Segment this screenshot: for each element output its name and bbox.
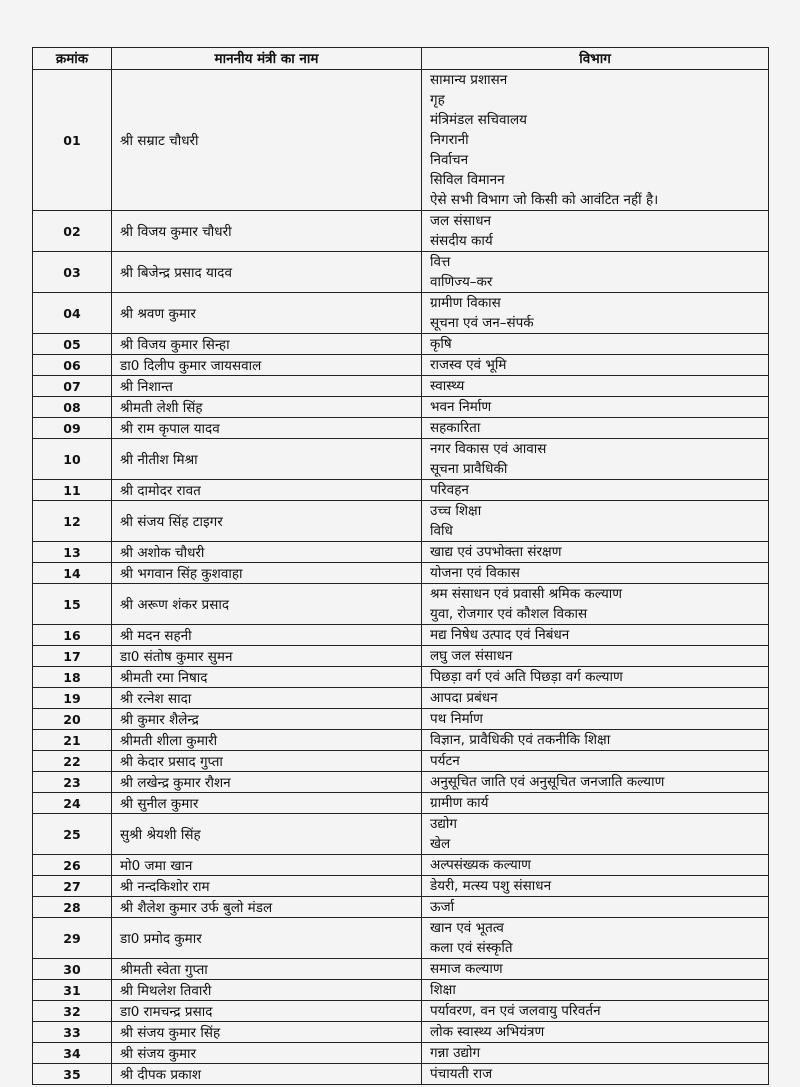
header-serial-number: क्रमांक xyxy=(33,48,112,70)
department-cell xyxy=(422,1022,769,1043)
department-line: पर्यावरण, वन एवं जलवायु परिवर्तन xyxy=(430,1003,601,1019)
department-line: राजस्व एवं भूमि xyxy=(430,357,507,373)
table-row xyxy=(33,646,769,667)
serial-number-cell: 24 xyxy=(33,793,112,814)
minister-name-cell: श्री रत्नेश सादा xyxy=(112,688,422,709)
department-line: विज्ञान, प्रावैधिकी एवं तकनीकि शिक्षा xyxy=(430,732,611,748)
department-line: खाद्य एवं उपभोक्ता संरक्षण xyxy=(430,544,562,560)
department-cell xyxy=(422,376,769,397)
department-cell xyxy=(422,730,769,751)
table-row xyxy=(33,751,769,772)
department-cell xyxy=(422,814,769,855)
department-line: विधि xyxy=(430,523,453,539)
table-row xyxy=(33,355,769,376)
table-row xyxy=(33,293,769,334)
table-row xyxy=(33,897,769,918)
department-cell xyxy=(422,625,769,646)
minister-name-cell: श्री मिथलेश तिवारी xyxy=(112,980,422,1001)
minister-name-cell: श्री नीतीश मिश्रा xyxy=(112,439,422,480)
department-cell xyxy=(422,646,769,667)
serial-number-cell: 21 xyxy=(33,730,112,751)
table-row xyxy=(33,1001,769,1022)
minister-name-cell: श्री भगवान सिंह कुशवाहा xyxy=(112,563,422,584)
department-cell xyxy=(422,211,769,252)
department-line: सूचना एवं जन–संपर्क xyxy=(430,315,534,331)
department-line: वित्त xyxy=(430,254,451,270)
minister-name-cell: सुश्री श्रेयशी सिंह xyxy=(112,814,422,855)
department-cell xyxy=(422,918,769,959)
department-line: स्वास्थ्य xyxy=(430,378,465,394)
minister-name-cell: श्रीमती शीला कुमारी xyxy=(112,730,422,751)
serial-number-cell: 20 xyxy=(33,709,112,730)
department-cell xyxy=(422,480,769,501)
department-line: पथ निर्माण xyxy=(430,711,483,727)
department-line: कला एवं संस्कृति xyxy=(430,940,513,956)
minister-name-cell: श्री शैलेश कुमार उर्फ बुलो मंडल xyxy=(112,897,422,918)
table-row xyxy=(33,688,769,709)
department-line: मंत्रिमंडल सचिवालय xyxy=(430,112,527,128)
table-row xyxy=(33,397,769,418)
table-row xyxy=(33,542,769,563)
table-row xyxy=(33,876,769,897)
serial-number-cell: 34 xyxy=(33,1043,112,1064)
department-cell xyxy=(422,751,769,772)
table-row xyxy=(33,501,769,542)
department-line: ग्रामीण विकास xyxy=(430,295,501,311)
department-line: निर्वाचन xyxy=(430,152,469,168)
department-cell xyxy=(422,252,769,293)
department-cell xyxy=(422,688,769,709)
department-line: संसदीय कार्य xyxy=(430,233,493,249)
minister-name-cell: श्री नन्दकिशोर राम xyxy=(112,876,422,897)
department-line: लोक स्वास्थ्य अभियंत्रण xyxy=(430,1024,545,1040)
minister-name-cell: डा0 प्रमोद कुमार xyxy=(112,918,422,959)
minister-name-cell: श्री दामोदर रावत xyxy=(112,480,422,501)
serial-number-cell: 13 xyxy=(33,542,112,563)
serial-number-cell: 07 xyxy=(33,376,112,397)
serial-number-cell: 19 xyxy=(33,688,112,709)
department-line: उच्च शिक्षा xyxy=(430,503,482,519)
department-line: समाज कल्याण xyxy=(430,961,503,977)
table-row xyxy=(33,730,769,751)
department-cell xyxy=(422,334,769,355)
department-cell xyxy=(422,897,769,918)
department-line: युवा, रोजगार एवं कौशल विकास xyxy=(430,606,588,622)
department-line: वाणिज्य–कर xyxy=(430,274,493,290)
serial-number-cell: 09 xyxy=(33,418,112,439)
department-line: शिक्षा xyxy=(430,982,456,998)
department-line: श्रम संसाधन एवं प्रवासी श्रमिक कल्याण xyxy=(430,586,623,602)
serial-number-cell: 23 xyxy=(33,772,112,793)
department-line: भवन निर्माण xyxy=(430,399,492,415)
serial-number-cell: 02 xyxy=(33,211,112,252)
table-row xyxy=(33,584,769,625)
serial-number-cell: 30 xyxy=(33,959,112,980)
minister-name-cell: श्री अरूण शंकर प्रसाद xyxy=(112,584,422,625)
minister-name-cell: श्री निशान्त xyxy=(112,376,422,397)
table-row xyxy=(33,980,769,1001)
department-line: सहकारिता xyxy=(430,420,481,436)
minister-name-cell: श्री सुनील कुमार xyxy=(112,793,422,814)
table-row xyxy=(33,918,769,959)
department-cell xyxy=(422,293,769,334)
department-line: अनुसूचित जाति एवं अनुसूचित जनजाति कल्याण xyxy=(430,774,665,790)
department-cell xyxy=(422,355,769,376)
department-cell xyxy=(422,542,769,563)
department-line: खान एवं भूतत्व xyxy=(430,920,504,936)
department-cell xyxy=(422,876,769,897)
department-line: पिछड़ा वर्ग एवं अति पिछड़ा वर्ग कल्याण xyxy=(430,669,623,685)
minister-name-cell: श्री मदन सहनी xyxy=(112,625,422,646)
serial-number-cell: 33 xyxy=(33,1022,112,1043)
serial-number-cell: 31 xyxy=(33,980,112,1001)
table-row xyxy=(33,563,769,584)
minister-name-cell: श्री अशोक चौधरी xyxy=(112,542,422,563)
department-line: आपदा प्रबंधन xyxy=(430,690,498,706)
department-line: ऊर्जा xyxy=(430,899,455,915)
table-row xyxy=(33,1022,769,1043)
minister-name-cell: श्री संजय सिंह टाइगर xyxy=(112,501,422,542)
department-cell xyxy=(422,793,769,814)
minister-name-cell: श्री सम्राट चौधरी xyxy=(112,70,422,211)
department-cell xyxy=(422,584,769,625)
table-row xyxy=(33,855,769,876)
department-cell xyxy=(422,855,769,876)
department-cell xyxy=(422,709,769,730)
minister-name-cell: श्रीमती स्वेता गुप्ता xyxy=(112,959,422,980)
serial-number-cell: 03 xyxy=(33,252,112,293)
department-cell xyxy=(422,418,769,439)
serial-number-cell: 22 xyxy=(33,751,112,772)
minister-name-cell: डा0 दिलीप कुमार जायसवाल xyxy=(112,355,422,376)
serial-number-cell: 16 xyxy=(33,625,112,646)
serial-number-cell: 25 xyxy=(33,814,112,855)
department-line: कृषि xyxy=(430,336,452,352)
minister-name-cell: श्री विजय कुमार चौधरी xyxy=(112,211,422,252)
department-line: पर्यटन xyxy=(430,753,460,769)
serial-number-cell: 06 xyxy=(33,355,112,376)
department-cell xyxy=(422,1043,769,1064)
department-cell xyxy=(422,563,769,584)
serial-number-cell: 35 xyxy=(33,1064,112,1085)
header-minister-name: माननीय मंत्री का नाम xyxy=(112,48,422,70)
serial-number-cell: 10 xyxy=(33,439,112,480)
minister-name-cell: श्री संजय कुमार सिंह xyxy=(112,1022,422,1043)
department-cell xyxy=(422,1064,769,1085)
table-row xyxy=(33,70,769,211)
serial-number-cell: 11 xyxy=(33,480,112,501)
serial-number-cell: 32 xyxy=(33,1001,112,1022)
table-row xyxy=(33,772,769,793)
department-cell xyxy=(422,667,769,688)
minister-name-cell: डा0 संतोष कुमार सुमन xyxy=(112,646,422,667)
minister-name-cell: श्री दीपक प्रकाश xyxy=(112,1064,422,1085)
department-cell xyxy=(422,501,769,542)
table-row xyxy=(33,480,769,501)
table-row xyxy=(33,1064,769,1085)
minister-name-cell: श्री विजय कुमार सिन्हा xyxy=(112,334,422,355)
minister-name-cell: श्री कुमार शैलेन्द्र xyxy=(112,709,422,730)
department-cell xyxy=(422,70,769,211)
serial-number-cell: 04 xyxy=(33,293,112,334)
table-row xyxy=(33,376,769,397)
department-cell xyxy=(422,1001,769,1022)
department-line: अल्पसंख्यक कल्याण xyxy=(430,857,531,873)
table-row xyxy=(33,211,769,252)
department-line: सूचना प्रावैधिकी xyxy=(430,461,508,477)
table-row xyxy=(33,959,769,980)
serial-number-cell: 26 xyxy=(33,855,112,876)
department-line: परिवहन xyxy=(430,482,469,498)
department-line: गन्ना उद्योग xyxy=(430,1045,481,1061)
minister-name-cell: श्री केदार प्रसाद गुप्ता xyxy=(112,751,422,772)
table-row xyxy=(33,667,769,688)
department-line: निगरानी xyxy=(430,132,469,148)
minister-name-cell: श्रीमती लेशी सिंह xyxy=(112,397,422,418)
minister-name-cell: श्री श्रवण कुमार xyxy=(112,293,422,334)
department-line: पंचायती राज xyxy=(430,1066,493,1082)
table-row xyxy=(33,334,769,355)
minister-name-cell: श्री राम कृपाल यादव xyxy=(112,418,422,439)
serial-number-cell: 08 xyxy=(33,397,112,418)
serial-number-cell: 05 xyxy=(33,334,112,355)
serial-number-cell: 12 xyxy=(33,501,112,542)
department-line: खेल xyxy=(430,836,451,852)
serial-number-cell: 14 xyxy=(33,563,112,584)
table-row xyxy=(33,1043,769,1064)
department-line: ग्रामीण कार्य xyxy=(430,795,489,811)
department-line: ऐसे सभी विभाग जो किसी को आवंटित नहीं है। xyxy=(430,192,659,208)
department-line: उद्योग xyxy=(430,816,457,832)
department-line: सिविल विमानन xyxy=(430,172,505,188)
minister-name-cell: श्रीमती रमा निषाद xyxy=(112,667,422,688)
department-line: योजना एवं विकास xyxy=(430,565,520,581)
minister-name-cell: श्री संजय कुमार xyxy=(112,1043,422,1064)
department-cell xyxy=(422,980,769,1001)
serial-number-cell: 29 xyxy=(33,918,112,959)
department-cell xyxy=(422,397,769,418)
minister-name-cell: श्री लखेन्द्र कुमार रौशन xyxy=(112,772,422,793)
serial-number-cell: 18 xyxy=(33,667,112,688)
serial-number-cell: 17 xyxy=(33,646,112,667)
header-department: विभाग xyxy=(422,48,769,70)
table-row xyxy=(33,625,769,646)
department-cell xyxy=(422,439,769,480)
table-row xyxy=(33,418,769,439)
minister-name-cell: श्री बिजेन्द्र प्रसाद यादव xyxy=(112,252,422,293)
department-line: नगर विकास एवं आवास xyxy=(430,441,547,457)
minister-name-cell: डा0 रामचन्द्र प्रसाद xyxy=(112,1001,422,1022)
department-line: जल संसाधन xyxy=(430,213,492,229)
table-row xyxy=(33,814,769,855)
minister-name-cell: मो0 जमा खान xyxy=(112,855,422,876)
minister-portfolio-table xyxy=(32,47,769,1085)
serial-number-cell: 01 xyxy=(33,70,112,211)
department-line: सामान्य प्रशासन xyxy=(430,72,508,88)
table-header-row xyxy=(33,48,769,70)
table-row xyxy=(33,439,769,480)
serial-number-cell: 28 xyxy=(33,897,112,918)
table-row xyxy=(33,252,769,293)
department-cell xyxy=(422,772,769,793)
department-line: लघु जल संसाधन xyxy=(430,648,513,664)
table-row xyxy=(33,793,769,814)
department-line: मद्य निषेध उत्पाद एवं निबंधन xyxy=(430,627,570,643)
serial-number-cell: 27 xyxy=(33,876,112,897)
department-cell xyxy=(422,959,769,980)
table-row xyxy=(33,709,769,730)
table-body xyxy=(33,70,769,1085)
department-line: डेयरी, मत्स्य पशु संसाधन xyxy=(430,878,552,894)
serial-number-cell: 15 xyxy=(33,584,112,625)
department-line: गृह xyxy=(430,92,445,108)
